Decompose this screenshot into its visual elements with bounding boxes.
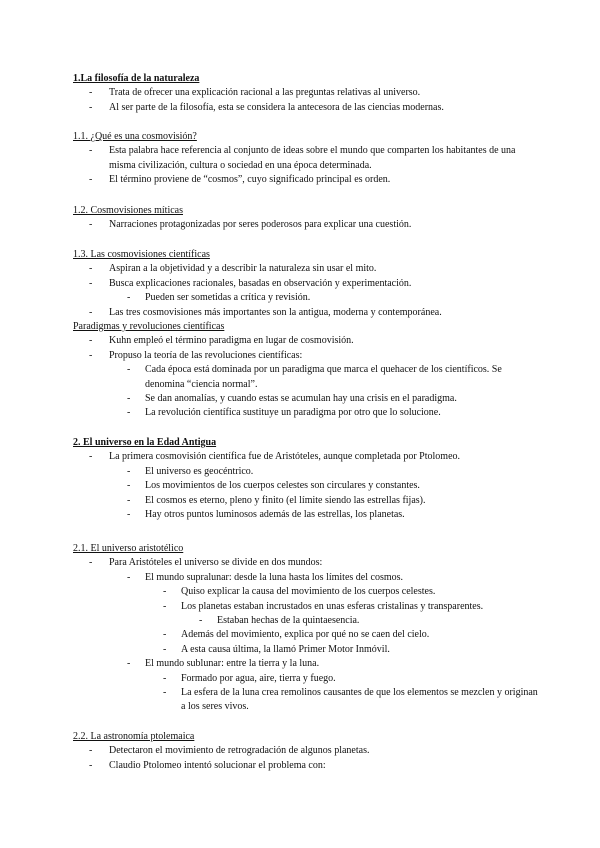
- dash-bullet: -: [89, 87, 93, 99]
- list-item-text: El mundo supralunar: desde la luna hasta los límites del cosmos.: [145, 571, 404, 583]
- list-item: [73, 494, 543, 508]
- list-item: [73, 508, 543, 522]
- dash-bullet: -: [127, 658, 131, 670]
- dash-bullet: -: [89, 745, 93, 757]
- list-item: [73, 363, 543, 392]
- dash-bullet: -: [89, 145, 93, 157]
- bullet-list: [73, 450, 543, 522]
- list-item: [73, 744, 543, 758]
- dash-bullet: -: [89, 759, 93, 771]
- list-item: [73, 173, 543, 187]
- list-item: [73, 450, 543, 464]
- list-item-text: Trata de ofrecer una explicación racional a las preguntas relativas al universo.: [109, 87, 421, 99]
- list-item-text: A esta causa última, la llamó Primer Motor Inmóvil.: [181, 643, 390, 655]
- section-heading: 1.3. Las cosmovisiones científicas: [73, 249, 210, 260]
- bullet-list: [73, 218, 543, 232]
- section-heading: Paradigmas y revoluciones científicas: [73, 321, 225, 332]
- list-item-text: El mundo sublunar: entre la tierra y la luna.: [145, 658, 320, 670]
- dash-bullet: -: [127, 480, 131, 492]
- list-item: [73, 86, 543, 100]
- list-item: [73, 643, 543, 657]
- list-item: [73, 479, 543, 493]
- list-item-text: El universo es geocéntrico.: [145, 465, 254, 477]
- list-item: [73, 556, 543, 570]
- section-universo-edad-antigua: [73, 436, 543, 522]
- dash-bullet: -: [127, 494, 131, 506]
- list-item: [73, 291, 543, 305]
- list-item-text: La revolución científica sustituye un paradigma por otro que lo solucione.: [145, 407, 441, 419]
- section-heading: 1.2. Cosmovisiones míticas: [73, 205, 183, 216]
- bullet-list: [73, 144, 543, 187]
- list-item-text: Las tres cosmovisiones más importantes son la antigua, moderna y contemporánea.: [109, 306, 442, 318]
- list-item: [73, 406, 543, 420]
- list-item-text: Quiso explicar la causa del movimiento de los cuerpos celestes.: [181, 586, 436, 598]
- dash-bullet: -: [163, 643, 167, 655]
- list-item-text: Claudio Ptolomeo intentó solucionar el problema con:: [109, 759, 326, 771]
- section-cosmovisiones-cientificas: [73, 248, 543, 320]
- list-item: [73, 759, 543, 773]
- section-heading: 2.2. La astronomía ptolemaica: [73, 731, 195, 742]
- list-item-text: Narraciones protagonizadas por seres poderosos para explicar una cuestión.: [109, 219, 412, 231]
- list-item: [73, 218, 543, 232]
- section-heading: 2.1. El universo aristotélico: [73, 543, 184, 554]
- dash-bullet: -: [199, 615, 203, 627]
- bullet-list: [73, 744, 543, 773]
- dash-bullet: -: [89, 557, 93, 569]
- dash-bullet: -: [127, 571, 131, 583]
- section-heading: 1.La filosofía de la naturaleza: [73, 73, 200, 84]
- dash-bullet: -: [89, 349, 93, 361]
- dash-bullet: -: [127, 393, 131, 405]
- dash-bullet: -: [89, 335, 93, 347]
- section-heading: 1.1. ¿Qué es una cosmovisión?: [73, 131, 197, 142]
- dash-bullet: -: [163, 672, 167, 684]
- list-item: [73, 614, 543, 628]
- list-item-text: La primera cosmovisión científica fue de Aristóteles, aunque completada por Ptolomeo.: [109, 451, 461, 463]
- list-item: [73, 585, 543, 599]
- section-universo-aristotelico: [73, 542, 543, 715]
- bullet-list: [73, 262, 543, 320]
- section-filosofia-naturaleza: [73, 72, 543, 115]
- list-item: [73, 600, 543, 614]
- list-item-text: Estaban hechas de la quintaesencia.: [217, 615, 360, 627]
- dash-bullet: -: [127, 407, 131, 419]
- dash-bullet: -: [127, 465, 131, 477]
- dash-bullet: -: [163, 629, 167, 641]
- section-paradigmas: [73, 320, 543, 421]
- list-item-text: Al ser parte de la filosofía, esta se considera la antecesora de las ciencias modernas.: [109, 101, 444, 113]
- dash-bullet: -: [89, 277, 93, 289]
- list-item: [73, 306, 543, 320]
- section-cosmovisiones-miticas: [73, 204, 543, 233]
- list-item-text: La esfera de la luna crea remolinos causantes de que los elementos se mezclen y originan a los seres vivos.: [181, 687, 538, 713]
- list-item: [73, 686, 543, 715]
- list-item-text: Kuhn empleó el término paradigma en lugar de cosmovisión.: [109, 335, 354, 347]
- bullet-list: [73, 556, 543, 714]
- list-item: [73, 334, 543, 348]
- dash-bullet: -: [127, 364, 131, 376]
- list-item: [73, 628, 543, 642]
- list-item-text: Pueden ser sometidas a crítica y revisión.: [145, 292, 311, 304]
- bullet-list: [73, 86, 543, 115]
- bullet-list: [73, 334, 543, 420]
- dash-bullet: -: [89, 306, 93, 318]
- section-que-es-cosmovision: [73, 130, 543, 188]
- list-item-text: Esta palabra hace referencia al conjunto de ideas sobre el mundo que comparten los habitantes de una misma civilización, cultura o sociedad en una época determinada.: [109, 145, 516, 171]
- list-item: [73, 349, 543, 363]
- list-item-text: Formado por agua, aire, tierra y fuego.: [181, 672, 336, 684]
- dash-bullet: -: [89, 101, 93, 113]
- list-item-text: Para Aristóteles el universo se divide en dos mundos:: [109, 557, 323, 569]
- list-item-text: El término proviene de “cosmos”, cuyo significado principal es orden.: [109, 174, 391, 186]
- list-item-text: Cada época está dominada por un paradigma que marca el quehacer de los científicos. Se denomina “ciencia normal”.: [145, 364, 502, 390]
- list-item: [73, 672, 543, 686]
- list-item-text: Aspiran a la objetividad y a describir la naturaleza sin usar el mito.: [109, 263, 377, 275]
- dash-bullet: -: [89, 263, 93, 275]
- list-item-text: Se dan anomalías, y cuando estas se acumulan hay una crisis en el paradigma.: [145, 393, 457, 405]
- list-item: [73, 144, 543, 173]
- list-item-text: Busca explicaciones racionales, basadas en observación y experimentación.: [109, 277, 412, 289]
- dash-bullet: -: [127, 292, 131, 304]
- section-astronomia-ptolemaica: [73, 730, 543, 773]
- section-heading: 2. El universo en la Edad Antigua: [73, 437, 217, 448]
- list-item: [73, 571, 543, 585]
- dash-bullet: -: [163, 586, 167, 598]
- dash-bullet: -: [163, 600, 167, 612]
- list-item-text: Los planetas estaban incrustados en unas esferas cristalinas y transparentes.: [181, 600, 484, 612]
- dash-bullet: -: [89, 174, 93, 186]
- list-item: [73, 262, 543, 276]
- list-item: [73, 392, 543, 406]
- list-item-text: Propuso la teoría de las revoluciones científicas:: [109, 349, 303, 361]
- list-item-text: El cosmos es eterno, pleno y finito (el límite siendo las estrellas fijas).: [145, 494, 426, 506]
- list-item: [73, 657, 543, 671]
- dash-bullet: -: [127, 509, 131, 521]
- list-item: [73, 277, 543, 291]
- dash-bullet: -: [89, 451, 93, 463]
- list-item-text: Los movimientos de los cuerpos celestes son circulares y constantes.: [145, 480, 420, 492]
- list-item: [73, 101, 543, 115]
- list-item-text: Hay otros puntos luminosos además de las estrellas, los planetas.: [145, 509, 405, 521]
- dash-bullet: -: [89, 219, 93, 231]
- dash-bullet: -: [163, 687, 167, 699]
- list-item-text: Además del movimiento, explica por qué no se caen del cielo.: [181, 629, 430, 641]
- list-item: [73, 465, 543, 479]
- list-item-text: Detectaron el movimiento de retrogradación de algunos planetas.: [109, 745, 370, 757]
